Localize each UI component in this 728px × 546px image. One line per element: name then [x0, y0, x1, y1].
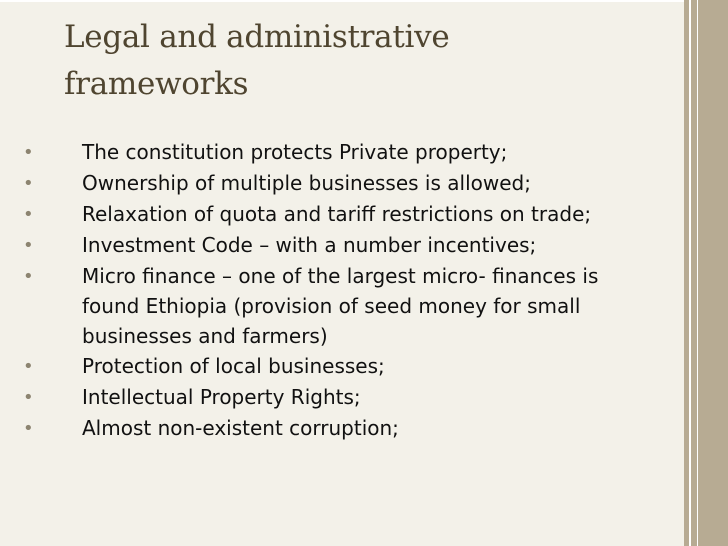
slide-title-line-2: frameworks — [64, 66, 249, 102]
bullet-text-line-2: found Ethiopia (provision of seed money for small — [82, 294, 581, 318]
bullet-icon: • — [23, 142, 34, 163]
bullet-item-constitution — [23, 137, 683, 168]
bullet-icon: • — [23, 266, 34, 287]
top-border-line — [0, 0, 728, 2]
bullet-text-multiline — [38, 261, 683, 351]
bullet-item-quota-tariff — [23, 199, 683, 230]
bullet-icon: • — [23, 387, 34, 408]
bullet-list — [23, 137, 683, 444]
slide-title-line-1: Legal and administrative — [64, 19, 450, 55]
bullet-text: Ownership of multiple businesses is allowed; — [82, 171, 531, 195]
bullet-icon: • — [23, 235, 34, 256]
bullet-item-investment-code — [23, 230, 683, 261]
bullet-icon: • — [23, 356, 34, 377]
bullet-text-line-3: businesses and farmers) — [82, 324, 328, 348]
bullet-text: Intellectual Property Rights; — [82, 385, 361, 409]
bullet-text: Protection of local businesses; — [82, 354, 385, 378]
bullet-text: The constitution protects Private property; — [82, 140, 508, 164]
bullet-item-ownership — [23, 168, 683, 199]
slide-title — [64, 14, 664, 108]
bullet-icon: • — [23, 418, 34, 439]
bullet-icon: • — [23, 173, 34, 194]
bullet-text: Relaxation of quota and tariff restrictions on trade; — [82, 202, 592, 226]
decorative-side-stripe — [684, 0, 728, 546]
bullet-icon: • — [23, 204, 34, 225]
bullet-item-local-business — [23, 351, 683, 382]
bullet-text: Almost non-existent corruption; — [82, 416, 399, 440]
bullet-text: Investment Code – with a number incentives; — [82, 233, 537, 257]
bullet-item-micro-finance — [23, 261, 683, 351]
bullet-item-ip-rights — [23, 382, 683, 413]
bullet-item-corruption — [23, 413, 683, 444]
bullet-text-line-1: Micro finance – one of the largest micro- finances is — [82, 264, 599, 288]
